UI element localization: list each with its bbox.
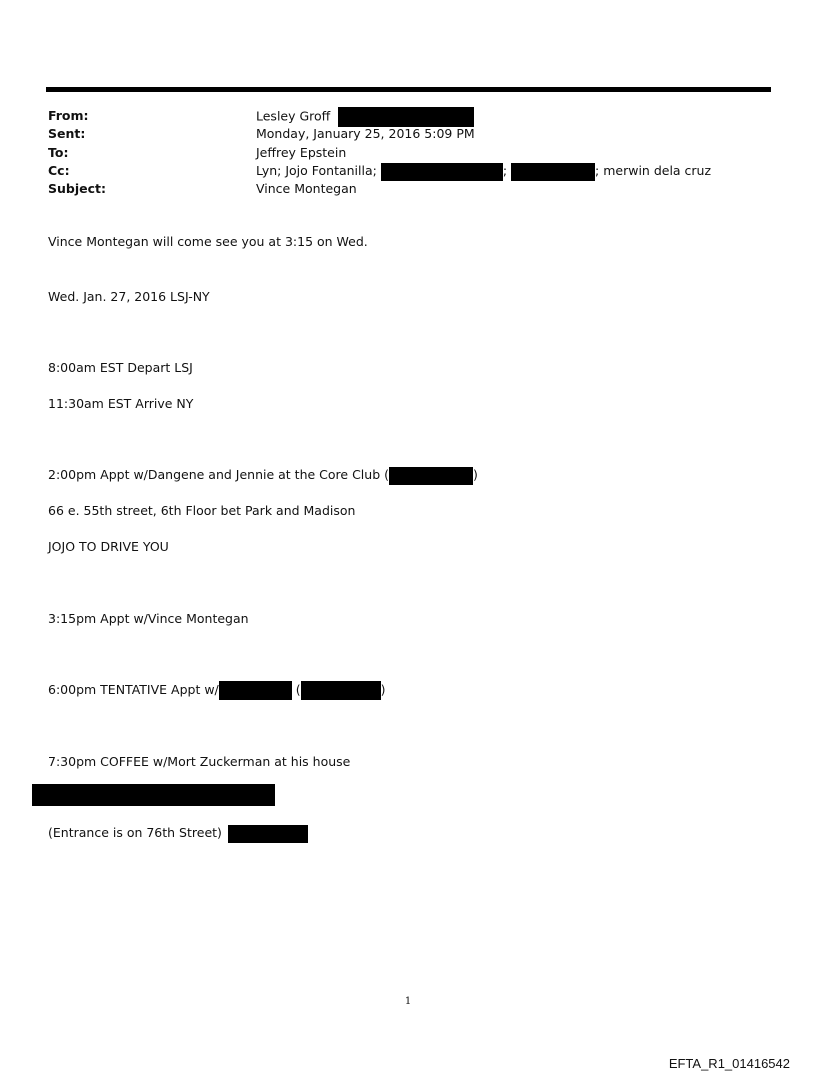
subject-label: Subject:	[48, 181, 106, 196]
entrance-note: (Entrance is on 76th Street)	[48, 825, 222, 840]
redaction-box	[219, 681, 292, 700]
sent-label: Sent:	[48, 126, 86, 141]
page-number: 1	[404, 996, 412, 1007]
redaction-box	[32, 784, 275, 806]
sender-name: Lesley Groff	[256, 108, 331, 124]
body-line	[48, 824, 308, 843]
to-value: Jeffrey Epstein	[256, 145, 347, 160]
header-rule	[46, 87, 771, 92]
cc-last: ; merwin dela cruz	[595, 163, 712, 178]
redaction-box	[228, 825, 308, 843]
from-value	[256, 107, 474, 127]
body-line	[48, 466, 478, 485]
cc-label: Cc:	[48, 163, 70, 178]
from-label: From:	[48, 108, 89, 123]
redaction-box	[301, 681, 381, 700]
redaction-box	[381, 163, 503, 181]
body-line: Wed. Jan. 27, 2016 LSJ-NY	[48, 289, 210, 304]
redaction-box	[389, 467, 473, 485]
body-line: 3:15pm Appt w/Vince Montegan	[48, 611, 249, 626]
appt-text: 6:00pm TENTATIVE Appt w/	[48, 682, 219, 697]
body-line: 11:30am EST Arrive NY	[48, 396, 194, 411]
body-line: 8:00am EST Depart LSJ	[48, 360, 193, 375]
paren-close: )	[473, 467, 478, 482]
paren-close: )	[380, 682, 386, 697]
sent-value: Monday, January 25, 2016 5:09 PM	[256, 126, 475, 141]
paren-open: (	[295, 682, 301, 697]
to-label: To:	[48, 145, 69, 160]
appt-text: 2:00pm Appt w/Dangene and Jennie at the Core Club (	[48, 467, 389, 482]
cc-value	[256, 162, 711, 181]
body-line: Vince Montegan will come see you at 3:15 on Wed.	[48, 234, 368, 249]
subject-value: Vince Montegan	[256, 181, 357, 196]
cc-names: Lyn; Jojo Fontanilla;	[256, 163, 377, 178]
body-line: 66 e. 55th street, 6th Floor bet Park and Madison	[48, 503, 356, 518]
redaction-box	[511, 163, 595, 181]
body-line: 7:30pm COFFEE w/Mort Zuckerman at his house	[48, 754, 351, 769]
body-line	[48, 681, 386, 700]
cc-separator: ;	[502, 163, 508, 178]
redaction-box	[338, 107, 474, 127]
bates-number: EFTA_R1_01416542	[668, 1056, 790, 1071]
body-line: JOJO TO DRIVE YOU	[48, 539, 169, 554]
